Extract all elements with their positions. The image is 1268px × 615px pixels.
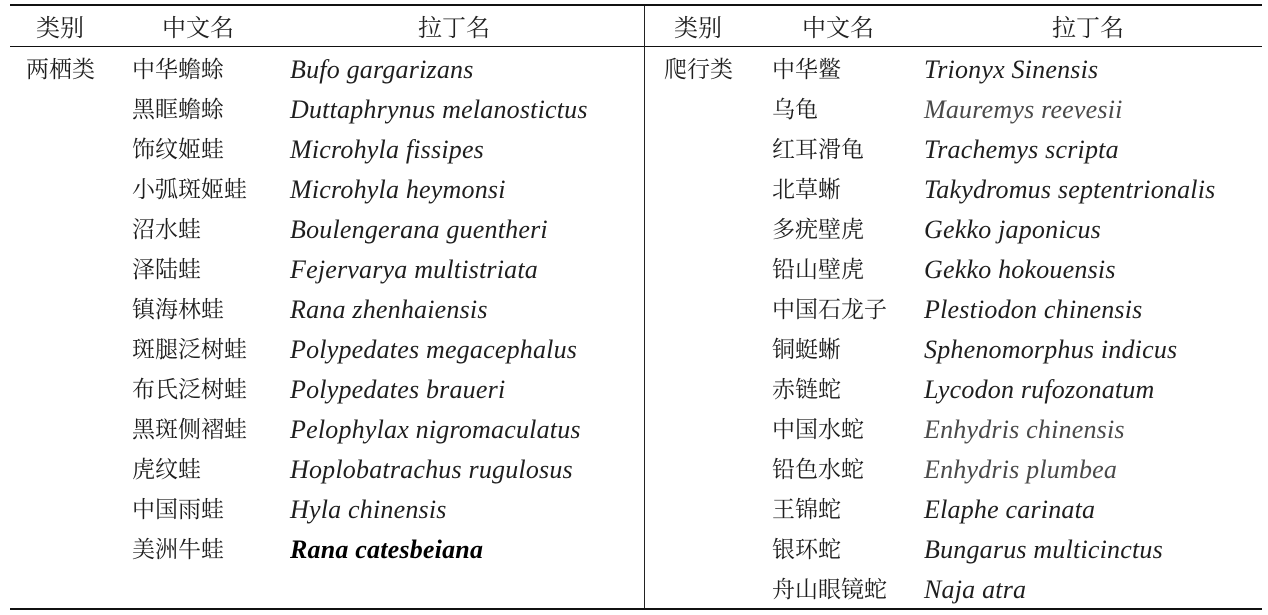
chinese-name: 虎纹蛙	[132, 457, 201, 483]
chinese-name: 中华蟾蜍	[132, 57, 224, 83]
bottom-rule	[10, 608, 1262, 610]
column-divider	[644, 6, 645, 608]
latin-name: Naja atra	[924, 575, 1027, 604]
header-rule	[10, 46, 1262, 47]
latin-name: Takydromus septentrionalis	[924, 175, 1216, 204]
chinese-name: 铜蜓蜥	[772, 337, 841, 363]
chinese-name: 赤链蛇	[772, 377, 841, 403]
latin-name: Enhydris plumbea	[924, 455, 1118, 484]
latin-name: Bufo gargarizans	[290, 55, 474, 84]
chinese-name: 多疣壁虎	[772, 217, 864, 243]
latin-name: Sphenomorphus indicus	[924, 335, 1178, 364]
category-amphibians: 两栖类	[26, 57, 95, 83]
latin-name: Microhyla heymonsi	[290, 175, 506, 204]
chinese-name: 中华鳖	[772, 57, 841, 83]
header-category-left: 类别	[36, 14, 84, 42]
chinese-name: 中国雨蛙	[132, 497, 224, 523]
chinese-name: 布氏泛树蛙	[132, 377, 247, 403]
chinese-name: 银环蛇	[772, 537, 841, 563]
chinese-name: 饰纹姬蛙	[132, 137, 224, 163]
latin-name: Polypedates megacephalus	[290, 335, 578, 364]
chinese-name: 乌龟	[772, 97, 818, 123]
chinese-name: 中国石龙子	[772, 297, 887, 323]
chinese-name: 泽陆蛙	[132, 257, 201, 283]
chinese-name: 铅山壁虎	[772, 257, 864, 283]
category-reptiles: 爬行类	[664, 57, 733, 83]
latin-name: Enhydris chinensis	[924, 415, 1125, 444]
latin-name: Pelophylax nigromaculatus	[290, 415, 581, 444]
latin-name: Trachemys scripta	[924, 135, 1119, 164]
latin-name: Polypedates braueri	[290, 375, 506, 404]
chinese-name: 斑腿泛树蛙	[132, 337, 247, 363]
latin-name: Trionyx Sinensis	[924, 55, 1099, 84]
chinese-name: 舟山眼镜蛇	[772, 577, 887, 603]
latin-name: Gekko japonicus	[924, 215, 1102, 244]
chinese-name: 铅色水蛇	[772, 457, 864, 483]
latin-name: Lycodon rufozonatum	[924, 375, 1155, 404]
chinese-name: 中国水蛇	[772, 417, 864, 443]
chinese-name: 镇海林蛙	[132, 297, 224, 323]
chinese-name: 北草蜥	[772, 177, 841, 203]
latin-name: Hyla chinensis	[290, 495, 447, 524]
latin-name: Elaphe carinata	[924, 495, 1096, 524]
species-table	[10, 4, 1262, 610]
header-latin-name-left: 拉丁名	[418, 14, 490, 42]
chinese-name: 美洲牛蛙	[132, 537, 224, 563]
latin-name: Gekko hokouensis	[924, 255, 1116, 284]
header-chinese-name-left: 中文名	[162, 14, 234, 42]
chinese-name: 红耳滑龟	[772, 137, 864, 163]
latin-name: Plestiodon chinensis	[924, 295, 1143, 324]
latin-name: Rana zhenhaiensis	[290, 295, 488, 324]
header-latin-name-right: 拉丁名	[1052, 14, 1124, 42]
latin-name: Rana catesbeiana	[290, 535, 484, 564]
header-chinese-name-right: 中文名	[802, 14, 874, 42]
latin-name: Microhyla fissipes	[290, 135, 485, 164]
chinese-name: 王锦蛇	[772, 497, 841, 523]
latin-name: Fejervarya multistriata	[290, 255, 538, 284]
latin-name: Hoplobatrachus rugulosus	[290, 455, 573, 484]
latin-name: Mauremys reevesii	[924, 95, 1123, 124]
header-category-right: 类别	[674, 14, 722, 42]
latin-name: Duttaphrynus melanostictus	[290, 95, 588, 124]
top-rule	[10, 4, 1262, 6]
latin-name: Boulengerana guentheri	[290, 215, 548, 244]
latin-name: Bungarus multicinctus	[924, 535, 1163, 564]
chinese-name: 沼水蛙	[132, 217, 201, 243]
chinese-name: 黑斑侧褶蛙	[132, 417, 247, 443]
chinese-name: 黑眶蟾蜍	[132, 97, 224, 123]
chinese-name: 小弧斑姬蛙	[132, 177, 247, 203]
